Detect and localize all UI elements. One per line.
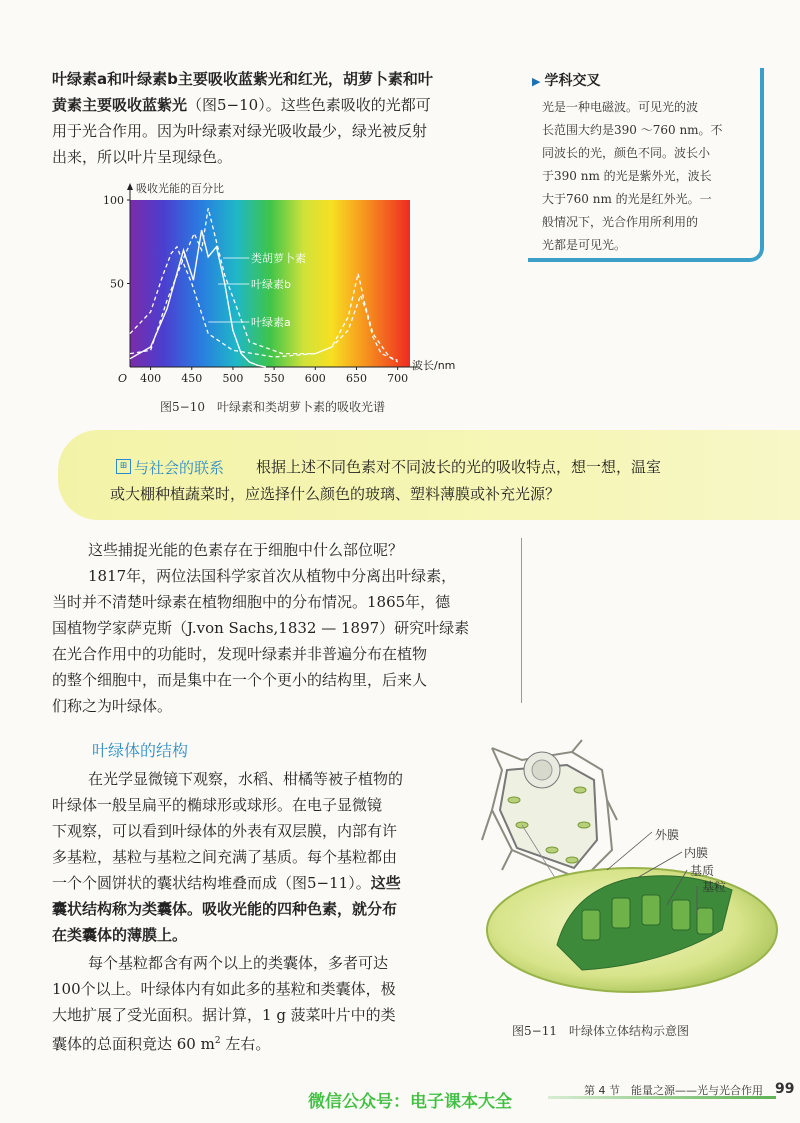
absorption-spectrum-chart [100, 180, 480, 390]
intro-paragraph [52, 66, 512, 170]
x-tick-label: 400 [140, 372, 162, 385]
intro-line-2-bold: 黄素主要吸收蓝紫光 [52, 96, 188, 114]
y-axis-arrow [127, 183, 133, 190]
footer-running-title: 第 4 节 能量之源——光与光合作用 [584, 1084, 763, 1097]
structure-paragraph [52, 766, 477, 948]
x-tick-label: 550 [263, 372, 285, 385]
x-tick-label: 650 [345, 372, 367, 385]
structure-bold-line: 囊状结构称为类囊体。吸收光能的四种色素，就分布 [52, 900, 398, 918]
figure-5-11-caption: 图5−11 叶绿体立体结构示意图 [512, 1024, 689, 1038]
sidebar-line: 光是一种电磁波。可见光的波 [542, 100, 699, 114]
watermark: 微信公众号：电子课本大全 [308, 1092, 512, 1112]
chloroplast-illustration [462, 730, 782, 1015]
structure-line-5 [52, 870, 477, 896]
history-line: 们称之为叶绿体。 [52, 697, 173, 715]
area-text-end: 左右。 [220, 1035, 271, 1053]
structure-line: 下观察，可以看到叶绿体的外表有双层膜，内部有许 [52, 822, 398, 840]
intro-line-1: 叶绿素a和叶绿素b主要吸收蓝紫光和红光，胡萝卜素和叶 [52, 70, 433, 88]
structure-line-5-bold: 这些 [370, 874, 401, 892]
thylakoid-line: 每个基粒都含有两个以上的类囊体，多者可达 [88, 954, 389, 972]
sidebar-line: 般情况下，光合作用所利用的 [542, 215, 699, 229]
history-paragraph [52, 563, 517, 719]
structure-bold-line: 在类囊体的薄膜上。 [52, 926, 188, 944]
intro-line-2-rest: （图5−10）。这些色素吸收的光都可 [187, 96, 431, 114]
history-line: 在光合作用中的功能时，发现叶绿素并非普遍分布在植物 [52, 645, 428, 663]
x-tick-label: 600 [304, 372, 326, 385]
label-grana: 基粒 [702, 880, 727, 894]
sidebar-line: 大于760 nm 的光是红外光。一 [542, 192, 712, 206]
history-line: 当时并不清楚叶绿素在植物细胞中的分布情况。1865年，德 [52, 593, 451, 611]
intro-line-4: 出来，所以叶片呈现绿色。 [52, 148, 233, 166]
figure-5-10-caption: 图5−10 叶绿素和类胡萝卜素的吸收光谱 [160, 400, 385, 414]
society-connection-label: 与社会的联系 [134, 459, 225, 477]
nucleolus [532, 760, 552, 780]
sidebar-title [532, 70, 600, 90]
y-tick-label: 50 [110, 277, 124, 291]
label-outer-membrane: 外膜 [655, 828, 680, 842]
structure-line: 在光学显微镜下观察，水稻、柑橘等被子植物的 [88, 770, 404, 788]
thylakoid-line: 100个以上。叶绿体内有如此多的基粒和类囊体，极 [52, 980, 396, 998]
x-tick-label: 700 [387, 372, 409, 385]
x-tick-label: 450 [181, 372, 203, 385]
origin-label: O [118, 372, 128, 385]
plot-area [103, 181, 455, 385]
x-axis-title: 波长/nm [412, 359, 456, 372]
series-label-0: 类胡萝卜素 [251, 252, 307, 265]
label-stroma: 基质 [690, 864, 715, 878]
section-heading: 叶绿体的结构 [92, 741, 189, 760]
sidebar-text [542, 96, 754, 257]
divider-line [521, 538, 522, 703]
thylakoid-line: 大地扩展了受光面积。据计算，1 g 菠菜叶片中的类 [52, 1006, 396, 1024]
society-connection-text-1: 根据上述不同色素对不同波长的光的吸收特点，想一想，温室 [256, 458, 662, 476]
triangle-icon: ▶ [532, 75, 541, 88]
y-axis-title: 吸收光能的百分比 [136, 182, 224, 195]
structure-line: 多基粒，基粒与基粒之间充满了基质。每个基粒都由 [52, 848, 398, 866]
x-tick-label: 500 [222, 372, 244, 385]
sidebar-line: 于390 nm 的光是紫外光，波长 [542, 169, 712, 183]
sidebar-line: 同波长的光，颜色不同。波长小 [542, 146, 711, 160]
y-tick-label: 100 [103, 194, 124, 207]
book-icon: ⊞ [116, 459, 131, 474]
series-label-1: 叶绿素b [251, 278, 292, 291]
society-connection-text-2: 或大棚种植蔬菜时，应选择什么颜色的玻璃、塑料薄膜或补充光源？ [110, 485, 561, 503]
label-inner-membrane: 内膜 [684, 846, 709, 860]
question-text: 这些捕捉光能的色素存在于细胞中什么部位呢？ [88, 541, 404, 559]
intro-line-3: 用于光合作用。因为叶绿素对绿光吸收最少，绿光被反射 [52, 122, 428, 140]
area-superscript: 2 [214, 1036, 221, 1046]
history-line: 的整个细胞中，而是集中在一个个更小的结构里，后来人 [52, 671, 428, 689]
structure-line-5-normal: 一个个圆饼状的囊状结构堆叠而成（图5−11）。 [52, 874, 371, 892]
thylakoid-line-last [52, 1028, 477, 1057]
history-line: 1817年，两位法国科学家首次从植物中分离出叶绿素， [88, 567, 457, 585]
page-number: 99 [775, 1081, 795, 1097]
thylakoid-paragraph [52, 950, 477, 1057]
history-line: 国植物学家萨克斯（J.von Sachs,1832 — 1897）研究叶绿素 [52, 619, 470, 637]
sidebar-line: 长范围大约是390 ～760 nm。不 [542, 123, 723, 137]
area-text: 囊体的总面积竟达 60 m [52, 1035, 215, 1053]
series-label-2: 叶绿素a [251, 316, 291, 329]
sidebar-line: 光都是可见光。 [542, 238, 627, 252]
intro-line-2 [52, 92, 512, 118]
structure-line: 叶绿体一般呈扁平的椭球形或球形。在电子显微镜 [52, 796, 383, 814]
sidebar-title-text: 学科交叉 [544, 73, 601, 89]
